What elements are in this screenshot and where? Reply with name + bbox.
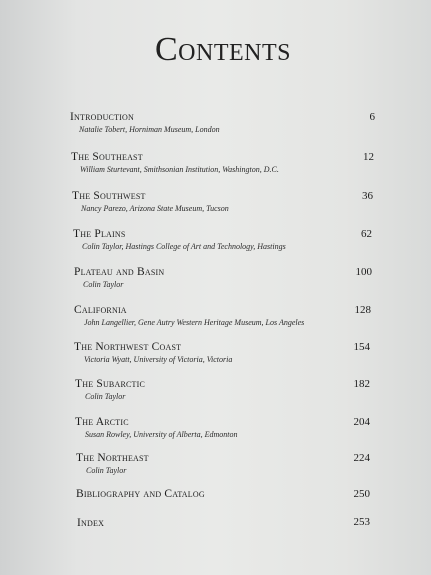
toc-entry-title: The Southwest bbox=[72, 190, 146, 202]
toc-entry-page: 204 bbox=[353, 416, 370, 428]
toc-entry-page: 253 bbox=[353, 516, 370, 528]
toc-entry-page: 62 bbox=[361, 228, 372, 240]
toc-entry-page: 6 bbox=[369, 111, 375, 123]
toc-entry-page: 100 bbox=[355, 266, 372, 278]
toc-entry-california[interactable] bbox=[0, 304, 431, 340]
toc-entry-author: Victoria Wyatt, University of Victoria, Victoria bbox=[84, 355, 233, 364]
toc-entry-title: Index bbox=[77, 517, 105, 529]
toc-entry-southwest[interactable] bbox=[0, 190, 431, 226]
toc-entry-author: William Sturtevant, Smithsonian Institution, Washington, D.C. bbox=[80, 165, 279, 174]
toc-entry-page: 12 bbox=[363, 151, 374, 163]
toc-entry-title: The Southeast bbox=[71, 151, 143, 163]
toc-entry-title: California bbox=[74, 304, 127, 316]
toc-entry-page: 250 bbox=[353, 488, 370, 500]
toc-entry-title: Bibliography and Catalog bbox=[76, 488, 205, 500]
toc-entry-author: Colin Taylor bbox=[85, 392, 126, 401]
toc-entry-title: Plateau and Basin bbox=[74, 266, 165, 278]
toc-entry-page: 182 bbox=[353, 378, 370, 390]
toc-entry-author: John Langellier, Gene Autry Western Heritage Museum, Los Angeles bbox=[84, 318, 305, 327]
toc-entry-plains[interactable] bbox=[0, 228, 431, 264]
toc-entry-title: The Northeast bbox=[76, 452, 149, 464]
toc-entry-author: Susan Rowley, University of Alberta, Edmonton bbox=[85, 430, 238, 439]
toc-entry-title: Introduction bbox=[70, 111, 135, 123]
toc-entry-northwest-coast[interactable] bbox=[0, 341, 431, 377]
toc-entry-northeast[interactable] bbox=[0, 452, 431, 488]
toc-entry-author: Natalie Tobert, Horniman Museum, London bbox=[79, 125, 220, 134]
toc-entry-title: The Plains bbox=[73, 228, 126, 240]
toc-entry-page: 224 bbox=[353, 452, 370, 464]
toc-entry-author: Nancy Parezo, Arizona State Museum, Tucson bbox=[81, 204, 229, 213]
toc-entry-title: The Arctic bbox=[75, 416, 129, 428]
toc-entry-plateau-basin[interactable] bbox=[0, 266, 431, 302]
toc-entry-author: Colin Taylor bbox=[86, 466, 127, 475]
toc-entry-arctic[interactable] bbox=[0, 416, 431, 452]
toc-entry-subarctic[interactable] bbox=[0, 378, 431, 414]
toc-entry-title: The Subarctic bbox=[75, 378, 146, 390]
toc-entry-index[interactable] bbox=[0, 516, 431, 552]
page-title: Contents bbox=[154, 31, 291, 68]
toc-entry-introduction[interactable] bbox=[0, 111, 431, 147]
toc-entry-author: Colin Taylor bbox=[83, 280, 124, 289]
toc-entry-page: 128 bbox=[354, 304, 371, 316]
toc-entry-title: The Northwest Coast bbox=[74, 341, 182, 353]
toc-entry-page: 154 bbox=[353, 341, 370, 353]
toc-entry-page: 36 bbox=[362, 190, 373, 202]
toc-entry-author: Colin Taylor, Hastings College of Art and Technology, Hastings bbox=[82, 242, 286, 251]
toc-entry-southeast[interactable] bbox=[0, 151, 431, 187]
